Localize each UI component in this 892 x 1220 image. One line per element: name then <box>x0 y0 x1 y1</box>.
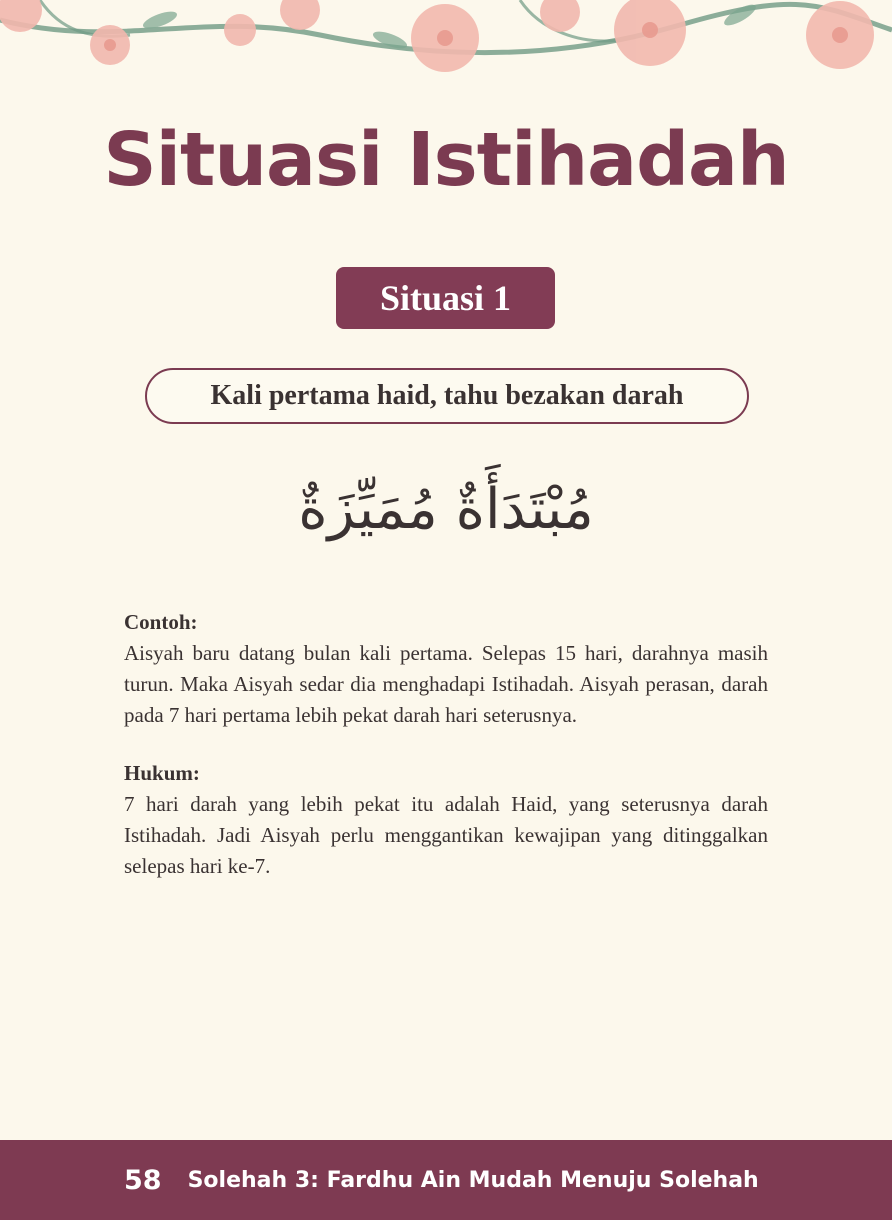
page-title: Situasi Istihadah <box>103 117 789 203</box>
situation-description: Kali pertama haid, tahu bezakan darah <box>145 368 749 424</box>
arabic-term: مُبْتَدَأَةٌ مُمَيِّزَةٌ <box>298 477 594 542</box>
floral-border-decoration <box>0 0 892 90</box>
ruling-heading: Hukum: <box>124 761 200 785</box>
situation-badge: Situasi 1 <box>336 267 555 329</box>
book-title: Solehah 3: Fardhu Ain Mudah Menuju Solehah <box>187 1167 759 1193</box>
ruling-section <box>124 758 768 882</box>
example-body: Aisyah baru datang bulan kali pertama. Selepas 15 hari, darahnya masih turun. Maka Aisyah sedar dia menghadapi Istihadah. Aisyah perasan, darah pada 7 hari pertama lebih pekat darah hari seterusnya. <box>124 641 768 727</box>
example-heading: Contoh: <box>124 610 198 634</box>
page-footer <box>0 1140 892 1220</box>
ruling-body: 7 hari darah yang lebih pekat itu adalah Haid, yang seterusnya darah Istihadah. Jadi Aisyah perlu menggantikan kewajipan yang ditinggalkan selepas hari ke-7. <box>124 792 768 878</box>
example-section <box>124 607 768 731</box>
page-number: 58 <box>124 1164 162 1196</box>
